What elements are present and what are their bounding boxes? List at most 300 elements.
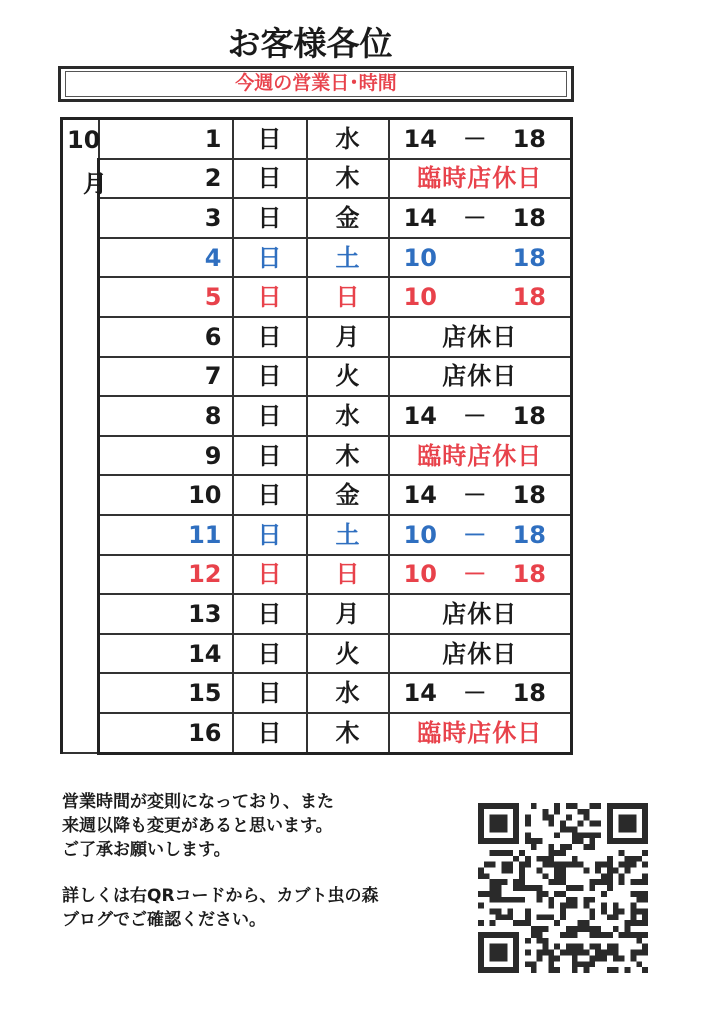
qr-module: [560, 909, 566, 915]
schedule-row: [62, 396, 572, 436]
temporary-closed-label: 臨時店休日: [417, 441, 543, 470]
qr-module: [595, 821, 601, 827]
qr-module: [607, 944, 613, 950]
qr-module: [607, 914, 613, 920]
close-time: 18: [512, 679, 546, 708]
qr-module: [589, 944, 595, 950]
qr-module: [630, 903, 636, 909]
qr-module: [542, 891, 548, 897]
date-unit-cell: 日: [233, 317, 307, 357]
hours-cell: [389, 317, 572, 357]
qr-module: [601, 909, 607, 915]
qr-module: [531, 803, 537, 809]
qr-module: [642, 879, 648, 885]
qr-module: [595, 950, 601, 956]
qr-module: [525, 885, 531, 891]
month-unit: 月: [83, 170, 107, 198]
qr-module: [519, 885, 525, 891]
qr-module: [630, 920, 636, 926]
hours-cell: [389, 119, 572, 159]
qr-module: [613, 926, 619, 932]
qr-module: [542, 856, 548, 862]
subtitle-box: [58, 66, 574, 102]
qr-module: [537, 891, 543, 897]
qr-module: [525, 950, 531, 956]
qr-module: [525, 856, 531, 862]
qr-module: [513, 879, 519, 885]
qr-module: [554, 891, 560, 897]
qr-module: [607, 862, 613, 868]
qr-module: [578, 920, 584, 926]
qr-module: [636, 879, 642, 885]
weekday-cell: 火: [307, 357, 389, 397]
qr-module: [607, 879, 613, 885]
month-number: 10: [67, 126, 101, 154]
qr-module: [484, 862, 490, 868]
qr-module: [630, 891, 636, 897]
qr-module: [572, 955, 578, 961]
schedule-row: [62, 277, 572, 317]
qr-module: [496, 914, 502, 920]
hours-cell: [389, 436, 572, 476]
qr-module: [630, 950, 636, 956]
date-unit-cell: 日: [233, 277, 307, 317]
qr-module: [578, 961, 584, 967]
qr-module: [525, 862, 531, 868]
qr-module: [548, 844, 554, 850]
open-time: 14: [403, 679, 437, 708]
qr-module: [578, 885, 584, 891]
time-dash: －: [462, 679, 487, 708]
qr-module: [560, 914, 566, 920]
date-cell: 3: [99, 198, 233, 238]
qr-finder: [490, 815, 508, 833]
qr-module: [566, 950, 572, 956]
schedule-row: [62, 238, 572, 278]
qr-module: [560, 879, 566, 885]
qr-module: [490, 879, 496, 885]
date-cell: 8: [99, 396, 233, 436]
qr-module: [513, 885, 519, 891]
qr-module: [589, 955, 595, 961]
qr-module: [642, 862, 648, 868]
qr-module: [578, 821, 584, 827]
date-cell: 9: [99, 436, 233, 476]
date-unit-cell: 日: [233, 634, 307, 674]
qr-module: [613, 944, 619, 950]
qr-module: [554, 832, 560, 838]
qr-module: [601, 950, 607, 956]
qr-module: [578, 832, 584, 838]
qr-module: [560, 891, 566, 897]
qr-module: [490, 850, 496, 856]
qr-module: [554, 809, 560, 815]
qr-finder: [619, 815, 637, 833]
close-time: 18: [512, 203, 546, 232]
date-cell: 14: [99, 634, 233, 674]
notice-line: 来週以降も変更があると思います。: [62, 816, 333, 836]
weekday-cell: 金: [307, 198, 389, 238]
hours-cell: [389, 594, 572, 634]
date-unit-cell: 日: [233, 357, 307, 397]
qr-module: [642, 944, 648, 950]
notice-line: 営業時間が変則になっており、また: [62, 792, 334, 812]
subtitle: 今週の営業日･時間: [65, 71, 567, 97]
qr-module: [554, 862, 560, 868]
qr-module: [490, 862, 496, 868]
qr-module: [584, 961, 590, 967]
qr-module: [630, 955, 636, 961]
date-cell: 15: [99, 673, 233, 713]
qr-module: [566, 826, 572, 832]
qr-module: [548, 950, 554, 956]
weekday-cell: 日: [307, 555, 389, 595]
qr-module: [490, 920, 496, 926]
open-time: 10: [403, 283, 437, 312]
qr-module: [560, 844, 566, 850]
qr-module: [542, 914, 548, 920]
qr-module: [496, 909, 502, 915]
qr-module: [595, 944, 601, 950]
qr-module: [548, 967, 554, 973]
qr-module: [607, 967, 613, 973]
qr-module: [578, 809, 584, 815]
closed-label: 店休日: [442, 322, 518, 351]
qr-module: [584, 967, 590, 973]
time-dash: －: [462, 124, 487, 153]
qr-module: [548, 961, 554, 967]
qr-module: [595, 955, 601, 961]
qr-module: [554, 920, 560, 926]
qr-module: [642, 914, 648, 920]
qr-module: [525, 938, 531, 944]
qr-module: [542, 926, 548, 932]
schedule-row: [62, 357, 572, 397]
date-cell: 2: [99, 159, 233, 199]
qr-module: [572, 856, 578, 862]
qr-module: [525, 909, 531, 915]
qr-module: [537, 914, 543, 920]
qr-module: [642, 932, 648, 938]
qr-module: [589, 885, 595, 891]
close-time: 18: [512, 560, 546, 589]
qr-module: [572, 862, 578, 868]
qr-module: [636, 909, 642, 915]
weekday-cell: 木: [307, 713, 389, 753]
schedule-row: [62, 634, 572, 674]
temporary-closed-label: 臨時店休日: [417, 164, 543, 193]
qr-module: [513, 897, 519, 903]
qr-module: [630, 909, 636, 915]
qr-module: [537, 897, 543, 903]
date-unit-cell: 日: [233, 594, 307, 634]
qr-module: [572, 897, 578, 903]
qr-module: [490, 909, 496, 915]
qr-module: [542, 873, 548, 879]
qr-module: [548, 903, 554, 909]
weekday-cell: 木: [307, 159, 389, 199]
qr-module: [595, 879, 601, 885]
qr-module: [625, 926, 631, 932]
hours-cell: [389, 555, 572, 595]
qr-module: [531, 967, 537, 973]
qr-module: [589, 897, 595, 903]
qr-module: [566, 944, 572, 950]
qr-module: [589, 932, 595, 938]
qr-module: [613, 967, 619, 973]
qr-module: [613, 955, 619, 961]
qr-module: [572, 832, 578, 838]
qr-module: [619, 850, 625, 856]
qr-module: [607, 867, 613, 873]
qr-module: [636, 932, 642, 938]
qr-module: [572, 932, 578, 938]
qr-module: [630, 879, 636, 885]
qr-module: [630, 932, 636, 938]
qr-module: [589, 926, 595, 932]
schedule-table: [60, 117, 573, 755]
qr-module: [501, 867, 507, 873]
qr-module: [519, 873, 525, 879]
qr-module: [531, 961, 537, 967]
qr-module: [507, 897, 513, 903]
qr-module: [519, 879, 525, 885]
qr-module: [619, 932, 625, 938]
qr-module: [478, 867, 484, 873]
qr-module: [537, 856, 543, 862]
qr-module: [642, 920, 648, 926]
qr-module: [507, 867, 513, 873]
closed-label: 店休日: [442, 362, 518, 391]
schedule-row: [62, 713, 572, 753]
qr-module: [542, 815, 548, 821]
hours-cell: [389, 673, 572, 713]
time-dash: －: [462, 560, 487, 589]
qr-module: [572, 826, 578, 832]
notice-line: ご了承お願いします。: [62, 840, 231, 860]
qr-module: [554, 867, 560, 873]
qr-module: [625, 867, 631, 873]
hours-cell: [389, 198, 572, 238]
qr-module: [619, 955, 625, 961]
qr-module: [636, 938, 642, 944]
qr-module: [478, 891, 484, 897]
schedule-row: [62, 317, 572, 357]
qr-module: [496, 850, 502, 856]
qr-module: [566, 862, 572, 868]
qr-module: [595, 867, 601, 873]
qr-module: [507, 850, 513, 856]
qr-module: [525, 920, 531, 926]
qr-module: [560, 821, 566, 827]
open-time: 14: [403, 203, 437, 232]
qr-module: [554, 955, 560, 961]
qr-module: [525, 832, 531, 838]
qr-module: [572, 903, 578, 909]
qr-module: [613, 867, 619, 873]
date-unit-cell: 日: [233, 238, 307, 278]
qr-module: [642, 850, 648, 856]
qr-module: [625, 862, 631, 868]
qr-module: [642, 967, 648, 973]
qr-module: [560, 932, 566, 938]
qr-module: [607, 932, 613, 938]
hours-cell: [389, 357, 572, 397]
page-title: お客様各位: [227, 24, 393, 63]
weekday-cell: 木: [307, 436, 389, 476]
date-cell: 7: [99, 357, 233, 397]
qr-module: [554, 944, 560, 950]
qr-module: [519, 850, 525, 856]
qr-module: [625, 856, 631, 862]
date-cell: 13: [99, 594, 233, 634]
qr-module: [537, 955, 543, 961]
time-dash: －: [462, 203, 487, 232]
qr-module: [613, 950, 619, 956]
qr-module: [478, 903, 484, 909]
qr-module: [630, 856, 636, 862]
qr-module: [501, 879, 507, 885]
qr-module: [613, 903, 619, 909]
qr-module: [519, 897, 525, 903]
qr-module: [566, 844, 572, 850]
schedule-row: [62, 159, 572, 199]
qr-module: [589, 909, 595, 915]
weekday-cell: 水: [307, 396, 389, 436]
close-time: 18: [512, 124, 546, 153]
qr-module: [537, 838, 543, 844]
qr-module: [589, 844, 595, 850]
qr-module: [584, 809, 590, 815]
qr-module: [531, 932, 537, 938]
hours-cell: [389, 634, 572, 674]
qr-module: [560, 862, 566, 868]
hours-cell: [389, 713, 572, 753]
qr-module: [636, 950, 642, 956]
qr-code-icon[interactable]: [478, 803, 648, 973]
date-cell: 1: [99, 119, 233, 159]
closed-label: 店休日: [442, 639, 518, 668]
qr-module: [636, 897, 642, 903]
qr-module: [578, 944, 584, 950]
qr-module: [542, 944, 548, 950]
open-time: 14: [403, 481, 437, 510]
qr-module: [601, 873, 607, 879]
qr-module: [513, 856, 519, 862]
schedule-row: [62, 475, 572, 515]
qr-module: [578, 926, 584, 932]
qr-module: [572, 885, 578, 891]
qr-module: [578, 838, 584, 844]
date-unit-cell: 日: [233, 119, 307, 159]
qr-module: [630, 862, 636, 868]
qr-module: [501, 850, 507, 856]
qr-module: [589, 803, 595, 809]
weekday-cell: 火: [307, 634, 389, 674]
qr-module: [542, 938, 548, 944]
qr-module: [595, 932, 601, 938]
hours-cell: [389, 277, 572, 317]
hours-cell: [389, 238, 572, 278]
qr-module: [542, 950, 548, 956]
qr-module: [548, 815, 554, 821]
time-dash: －: [462, 481, 487, 510]
qr-module: [531, 926, 537, 932]
qr-module: [531, 885, 537, 891]
qr-module: [601, 879, 607, 885]
qr-module: [589, 832, 595, 838]
qr-module: [484, 873, 490, 879]
qr-module: [525, 961, 531, 967]
weekday-cell: 水: [307, 673, 389, 713]
qr-module: [490, 885, 496, 891]
schedule-row: [62, 673, 572, 713]
qr-module: [584, 950, 590, 956]
weekday-cell: 月: [307, 317, 389, 357]
qr-module: [642, 950, 648, 956]
qr-module: [636, 891, 642, 897]
schedule-row: [62, 515, 572, 555]
open-time: 14: [403, 401, 437, 430]
weekday-cell: 土: [307, 238, 389, 278]
qr-module: [642, 909, 648, 915]
qr-module: [560, 826, 566, 832]
qr-module: [542, 809, 548, 815]
qr-module: [496, 885, 502, 891]
qr-module: [537, 938, 543, 944]
open-time: 10: [403, 243, 437, 272]
open-time: 10: [403, 560, 437, 589]
qr-module: [584, 920, 590, 926]
qr-module: [595, 803, 601, 809]
qr-module: [607, 856, 613, 862]
qr-module: [584, 844, 590, 850]
qr-module: [630, 914, 636, 920]
weekday-cell: 土: [307, 515, 389, 555]
close-time: 18: [512, 243, 546, 272]
weekday-cell: 水: [307, 119, 389, 159]
qr-module: [595, 926, 601, 932]
qr-module: [507, 862, 513, 868]
qr-module: [636, 961, 642, 967]
qr-module: [584, 832, 590, 838]
qr-module: [560, 950, 566, 956]
qr-module: [490, 897, 496, 903]
hours-cell: [389, 159, 572, 199]
open-time: 14: [403, 124, 437, 153]
qr-module: [501, 862, 507, 868]
qr-module: [496, 891, 502, 897]
qr-module: [613, 914, 619, 920]
qr-module: [537, 867, 543, 873]
qr-module: [584, 867, 590, 873]
notice-line: ブログでご確認ください。: [62, 910, 266, 930]
qr-module: [525, 815, 531, 821]
qr-module: [601, 955, 607, 961]
qr-module: [601, 932, 607, 938]
qr-module: [619, 873, 625, 879]
date-cell: 11: [99, 515, 233, 555]
date-unit-cell: 日: [233, 515, 307, 555]
date-unit-cell: 日: [233, 673, 307, 713]
close-time: 18: [512, 481, 546, 510]
qr-module: [525, 821, 531, 827]
qr-module: [589, 821, 595, 827]
qr-module: [537, 932, 543, 938]
qr-module: [560, 850, 566, 856]
qr-module: [548, 955, 554, 961]
qr-module: [619, 879, 625, 885]
